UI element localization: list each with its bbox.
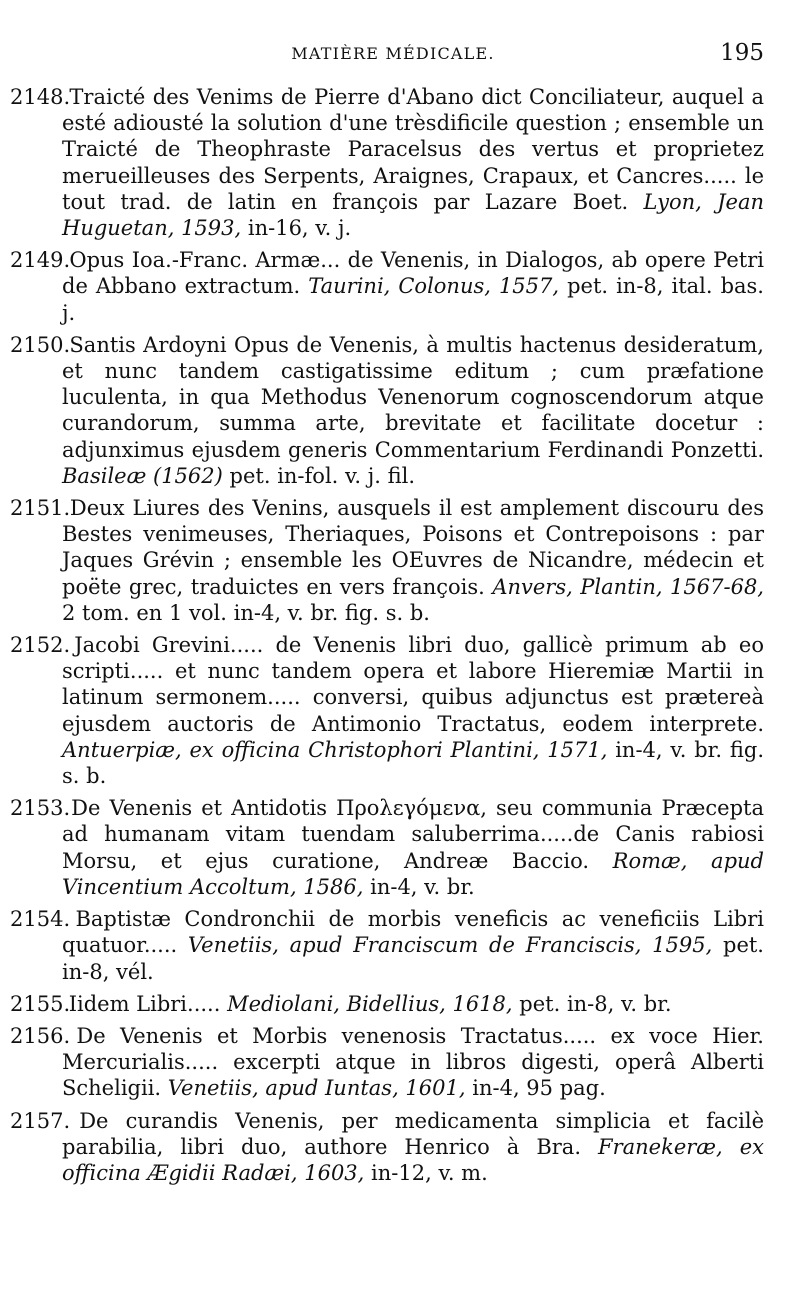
- catalogue-entry: [10, 1108, 764, 1187]
- entry-imprint: Mediolani, Bidellius, 1618,: [227, 991, 513, 1016]
- entry-imprint: Romæ, apud Vincentium Accoltum, 1586,: [62, 848, 764, 899]
- entry-text: Traicté des Venims de Pierre d'Abano dict Conciliateur, auquel a esté adiousté la solution d'une trèsdificile question ; ensemble un Traicté de Theophraste Paracelsus des vertus et proprietez merueilleuses des Serpents, Araignes, Crapaux, et Cancres..... le tout trad. de latin en françois par Lazare Boet.: [62, 85, 764, 214]
- entry-number: 2148.: [10, 85, 71, 109]
- entry-imprint: Venetiis, apud Iuntas, 1601,: [167, 1076, 466, 1101]
- entry-tail: in-12, v. m.: [371, 1160, 488, 1185]
- entry-text: Deux Liures des Venins, ausquels il est amplement discouru des Bestes venimeuses, Theriaques, Poisons et Contrepoisons : par Jaques Grévin ; ensemble les OEuvres de Nicandre, médecin et poëte grec, traduictes en vers françois.: [62, 496, 764, 599]
- entry-tail: in-4, v. br.: [370, 874, 475, 899]
- entry-text: Santis Ardoyni Opus de Venenis, à multis hactenus desideratum, et nunc tandem castigatissime editum ; cum præfatione luculenta, in qua Methodus Venenorum cognoscendorum atque curandorum, summa arte, brevitate et facilitate docetur : adjunximus ejusdem generis Commentarium Ferdinandi Ponzetti.: [62, 332, 764, 462]
- catalogue-entry: [10, 906, 764, 985]
- entry-number: 2155.: [10, 991, 71, 1016]
- entry-imprint: Taurini, Colonus, 1557,: [308, 274, 560, 299]
- entry-text: Iidem Libri.....: [68, 991, 221, 1016]
- entry-number: 2156.: [10, 1023, 71, 1048]
- catalogue-entry: [10, 1023, 764, 1102]
- running-title: MATIÈRE MÉDICALE.: [291, 44, 495, 63]
- entry-text: De Venenis et Morbis venenosis Tractatus..... ex voce Hier. Mercurialis..... excerpti atque in libros digesti, operâ Alberti Scheligii.: [62, 1023, 764, 1101]
- entry-text: Baptistæ Condronchii de morbis veneficis ac veneficiis Libri quatuor.....: [62, 907, 764, 958]
- entry-number: 2151.: [10, 496, 71, 521]
- catalogue-entry: [10, 991, 764, 1017]
- entry-imprint: Venetiis, apud Franciscum de Franciscis, 1595,: [187, 933, 713, 958]
- entry-number: 2149.: [10, 248, 71, 273]
- entry-tail: 2 tom. en 1 vol. in-4, v. br. fig. s. b.: [62, 600, 430, 625]
- entry-tail: pet. in-8, vél.: [62, 933, 764, 984]
- catalogue-entry: [10, 495, 764, 626]
- entry-tail: pet. in-8, ital. bas. j.: [62, 274, 764, 325]
- entry-text: Jacobi Grevini..... de Venenis libri duo, gallicè primum ab eo scripti..... et nunc tandem opera et labore Hieremiæ Martii in latinum sermonem..... conversi, quibus adjunctus est prætereà ejusdem auctoris de Antimonio Tractatus, eodem interprete.: [62, 633, 764, 736]
- catalogue-entry: [10, 632, 764, 789]
- entry-imprint: Lyon, Jean Huguetan, 1593,: [62, 189, 764, 241]
- page-number: 195: [720, 40, 764, 66]
- entry-tail: pet. in-fol. v. j. fil.: [229, 463, 415, 488]
- page-header: [62, 40, 764, 80]
- entry-imprint: Anvers, Plantin, 1567-68,: [492, 574, 764, 599]
- entry-number: 2150.: [10, 332, 71, 357]
- catalogue-entries: [10, 84, 764, 1186]
- entry-number: 2154.: [10, 907, 71, 932]
- catalogue-entry: [10, 84, 764, 241]
- entry-tail: in-4, v. br. fig. s. b.: [62, 737, 764, 789]
- entry-text: De curandis Venenis, per medicamenta simplicia et facilè parabilia, libri duo, authore Henrico à Bra.: [62, 1108, 764, 1159]
- entry-imprint: Basileæ (1562): [62, 463, 223, 488]
- entry-number: 2153.: [10, 796, 71, 821]
- catalogue-entry: [10, 247, 764, 326]
- entry-tail: in-16, v. j.: [247, 216, 352, 241]
- entry-number: 2152.: [10, 633, 71, 658]
- entry-text: Opus Ioa.-Franc. Armæ... de Venenis, in Dialogos, ab opere Petri de Abbano extractum.: [62, 248, 764, 299]
- entry-imprint: Franekeræ, ex officina Ægidii Radæi, 1603,: [62, 1134, 764, 1185]
- entry-tail: pet. in-8, v. br.: [519, 991, 672, 1016]
- catalogue-entry: [10, 332, 764, 489]
- catalogue-entry: [10, 795, 764, 900]
- entry-tail: in-4, 95 pag.: [472, 1076, 606, 1101]
- entry-number: 2157.: [10, 1108, 71, 1133]
- entry-text: De Venenis et Antidotis Προλεγόμενα, seu communia Præcepta ad humanam vitam tuendam saluberrima.....de Canis rabiosi Morsu, et ejus curatione, Andreæ Baccio.: [62, 796, 764, 873]
- entry-imprint: Antuerpiæ, ex officina Christophori Plantini, 1571,: [62, 737, 608, 762]
